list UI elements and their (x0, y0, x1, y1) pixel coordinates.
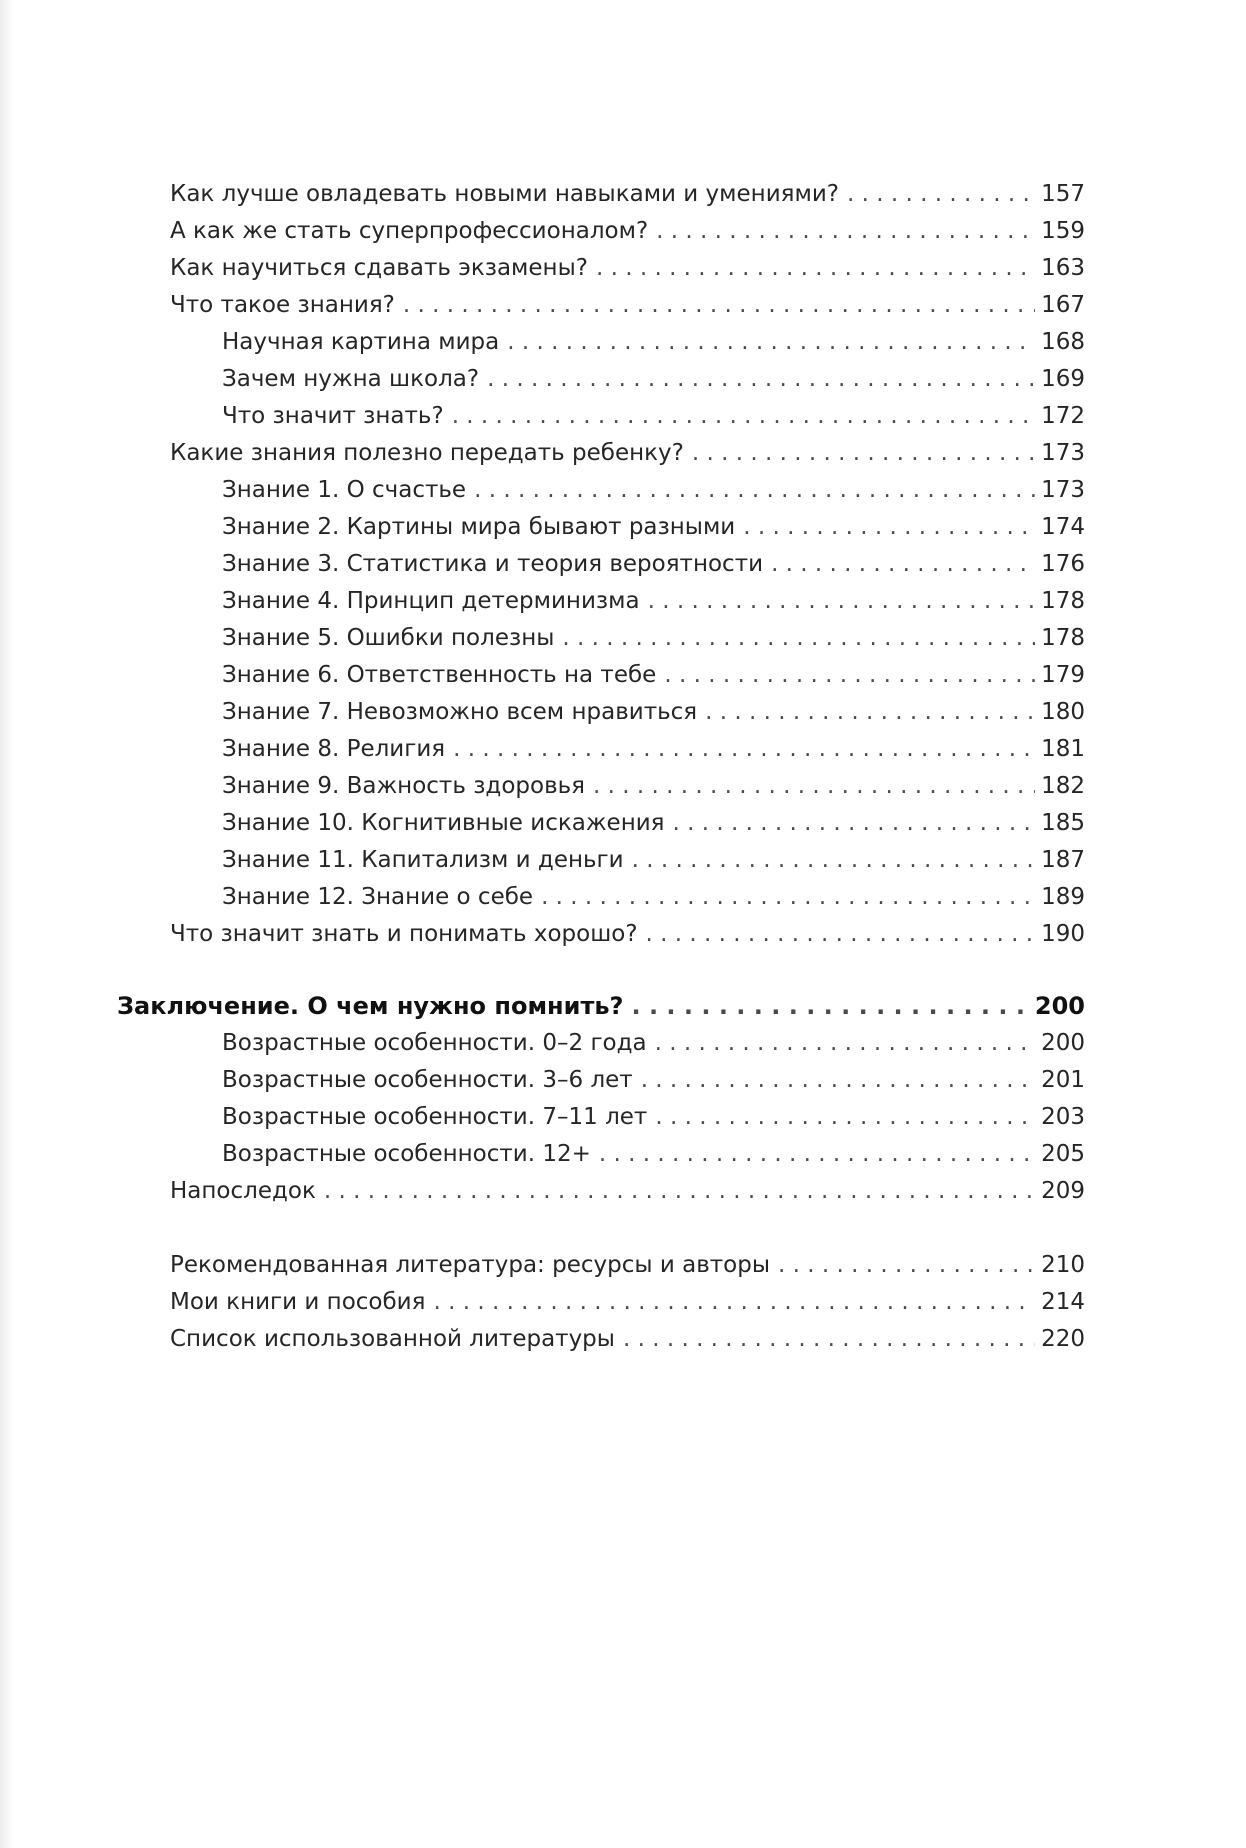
dot-leader (453, 731, 1035, 767)
toc-subentry[interactable] (222, 879, 1085, 915)
toc-entry-page: 187 (1041, 847, 1085, 873)
toc-entry-title: Знание 5. Ошибки полезны (222, 625, 555, 651)
dot-leader (771, 546, 1035, 582)
toc-entry-title: Знание 1. О счастье (222, 477, 467, 503)
toc-subentry[interactable] (222, 324, 1085, 360)
toc-entry-title: Список использованной литературы (170, 1326, 615, 1352)
toc-entry-page: 179 (1041, 662, 1085, 688)
toc-entry[interactable] (170, 1284, 1085, 1320)
toc-subentry[interactable] (222, 1062, 1085, 1098)
toc-entry-page: 176 (1041, 551, 1085, 577)
toc-entry-title: Рекомендованная литература: ресурсы и авторы (170, 1252, 770, 1278)
toc-entry-page: 178 (1041, 625, 1085, 651)
dot-leader (743, 509, 1035, 545)
toc-entry-title: Знание 3. Статистика и теория вероятности (222, 551, 764, 577)
toc-entry-page: 172 (1041, 403, 1085, 429)
toc-entry-title: Что значит знать? (222, 403, 444, 429)
toc-subentry[interactable] (222, 768, 1085, 804)
dot-leader (623, 1321, 1035, 1357)
toc-entry[interactable] (170, 250, 1085, 286)
toc-entry-title: Мои книги и пособия (170, 1289, 426, 1315)
dot-leader (593, 768, 1035, 804)
dot-leader (655, 1025, 1036, 1061)
dot-leader (541, 879, 1035, 915)
toc-subentry[interactable] (222, 842, 1085, 878)
dot-leader (452, 398, 1035, 434)
toc-entry-page: 178 (1041, 588, 1085, 614)
toc-entry-page: 210 (1041, 1252, 1085, 1278)
dot-leader (778, 1247, 1035, 1283)
toc-entry-title: Знание 7. Невозможно всем нравиться (222, 699, 698, 725)
toc-subentry[interactable] (222, 509, 1085, 545)
dot-leader (648, 583, 1036, 619)
toc-entry-title: Как научиться сдавать экзамены? (170, 255, 588, 281)
toc-entry-page: 200 (1041, 1030, 1085, 1056)
dot-leader (705, 694, 1035, 730)
toc-entry-title: Как лучше овладевать новыми навыками и умениями? (170, 181, 839, 207)
toc-entry-title: А как же стать суперпрофессионалом? (170, 218, 649, 244)
dot-leader (655, 1099, 1035, 1135)
toc-entry-page: 182 (1041, 773, 1085, 799)
toc-entry-page: 168 (1041, 329, 1085, 355)
dot-leader (507, 324, 1035, 360)
toc-entry-title: Что такое знания? (170, 292, 395, 318)
toc-entry-page: 203 (1041, 1104, 1085, 1130)
toc-entry-page: 220 (1041, 1326, 1085, 1352)
toc-entry-title: Возрастные особенности. 7–11 лет (222, 1104, 648, 1130)
toc-chapter-page: 200 (1034, 992, 1085, 1020)
toc-entry-title: Знание 9. Важность здоровья (222, 773, 586, 799)
toc-entry-page: 159 (1041, 218, 1085, 244)
toc-entry-page: 173 (1041, 440, 1085, 466)
dot-leader (433, 1284, 1035, 1320)
toc-entry-page: 173 (1041, 477, 1085, 503)
toc-entry-page: 180 (1041, 699, 1085, 725)
toc-entry-title: Знание 10. Когнитивные искажения (222, 810, 665, 836)
toc-entry-title: Возрастные особенности. 12+ (222, 1141, 591, 1167)
dot-leader (596, 250, 1035, 286)
toc-entry-title: Что значит знать и понимать хорошо? (170, 921, 638, 947)
dot-leader (656, 213, 1035, 249)
toc-entry-title: Возрастные особенности. 3–6 лет (222, 1067, 633, 1093)
toc-subentry[interactable] (222, 1136, 1085, 1172)
toc-subentry[interactable] (222, 731, 1085, 767)
dot-leader (664, 657, 1035, 693)
toc-entry-page: 167 (1041, 292, 1085, 318)
dot-leader (562, 620, 1035, 656)
toc-entry-page: 209 (1041, 1178, 1085, 1204)
toc-subentry[interactable] (222, 472, 1085, 508)
toc-entry-title: Знание 4. Принцип детерминизма (222, 588, 640, 614)
dot-leader (403, 287, 1035, 323)
toc-entry-title: Знание 8. Религия (222, 736, 446, 762)
toc-entry-title: Напоследок (170, 1178, 316, 1204)
toc-subentry[interactable] (222, 805, 1085, 841)
toc-entry[interactable] (170, 1173, 1085, 1209)
dot-leader (324, 1173, 1035, 1209)
toc-entry-title: Научная картина мира (222, 329, 500, 355)
toc-entry-title: Знание 6. Ответственность на тебе (222, 662, 657, 688)
dot-leader (641, 1062, 1035, 1098)
toc-subentry[interactable] (222, 1099, 1085, 1135)
toc-entry-page: 174 (1041, 514, 1085, 540)
toc-entry-page: 169 (1041, 366, 1085, 392)
toc-entry-page: 189 (1041, 884, 1085, 910)
toc-entry-page: 190 (1041, 921, 1085, 947)
toc-chapter-title: Заключение. О чем нужно помнить? (117, 992, 624, 1020)
toc-subentry[interactable] (222, 361, 1085, 397)
toc-entry-page: 163 (1041, 255, 1085, 281)
dot-leader (631, 988, 1028, 1024)
dot-leader (632, 842, 1036, 878)
toc-entry-page: 205 (1041, 1141, 1085, 1167)
dot-leader (692, 435, 1035, 471)
toc-entry-title: Зачем нужна школа? (222, 366, 480, 392)
toc-entry[interactable] (170, 435, 1085, 471)
toc-subentry[interactable] (222, 694, 1085, 730)
toc-entry-title: Знание 12. Знание о себе (222, 884, 534, 910)
toc-entry-page: 185 (1041, 810, 1085, 836)
dot-leader (646, 916, 1036, 952)
toc-subentry[interactable] (222, 583, 1085, 619)
toc-entry-page: 201 (1041, 1067, 1085, 1093)
toc-entry-title: Какие знания полезно передать ребенку? (170, 440, 684, 466)
toc-entry[interactable] (170, 1247, 1085, 1283)
toc-entry-title: Возрастные особенности. 0–2 года (222, 1030, 647, 1056)
toc-subentry[interactable] (222, 546, 1085, 582)
toc-chapter-conclusion[interactable] (117, 988, 1085, 1024)
toc-subentry[interactable] (222, 398, 1085, 434)
dot-leader (847, 176, 1035, 212)
toc-entry[interactable] (170, 213, 1085, 249)
toc-entry[interactable] (170, 287, 1085, 323)
toc-subentry[interactable] (222, 657, 1085, 693)
toc-entry-page: 157 (1041, 181, 1085, 207)
toc-entry[interactable] (170, 916, 1085, 952)
toc-entry-page: 214 (1041, 1289, 1085, 1315)
toc-entry-title: Знание 2. Картины мира бывают разными (222, 514, 736, 540)
toc-entry-title: Знание 11. Капитализм и деньги (222, 847, 624, 873)
dot-leader (474, 472, 1035, 508)
toc-subentry[interactable] (222, 1025, 1085, 1061)
dot-leader (599, 1136, 1035, 1172)
dot-leader (487, 361, 1035, 397)
toc-subentry[interactable] (222, 620, 1085, 656)
toc-entry[interactable] (170, 1321, 1085, 1357)
dot-leader (673, 805, 1036, 841)
toc-entry[interactable] (170, 176, 1085, 212)
toc-entry-page: 181 (1041, 736, 1085, 762)
